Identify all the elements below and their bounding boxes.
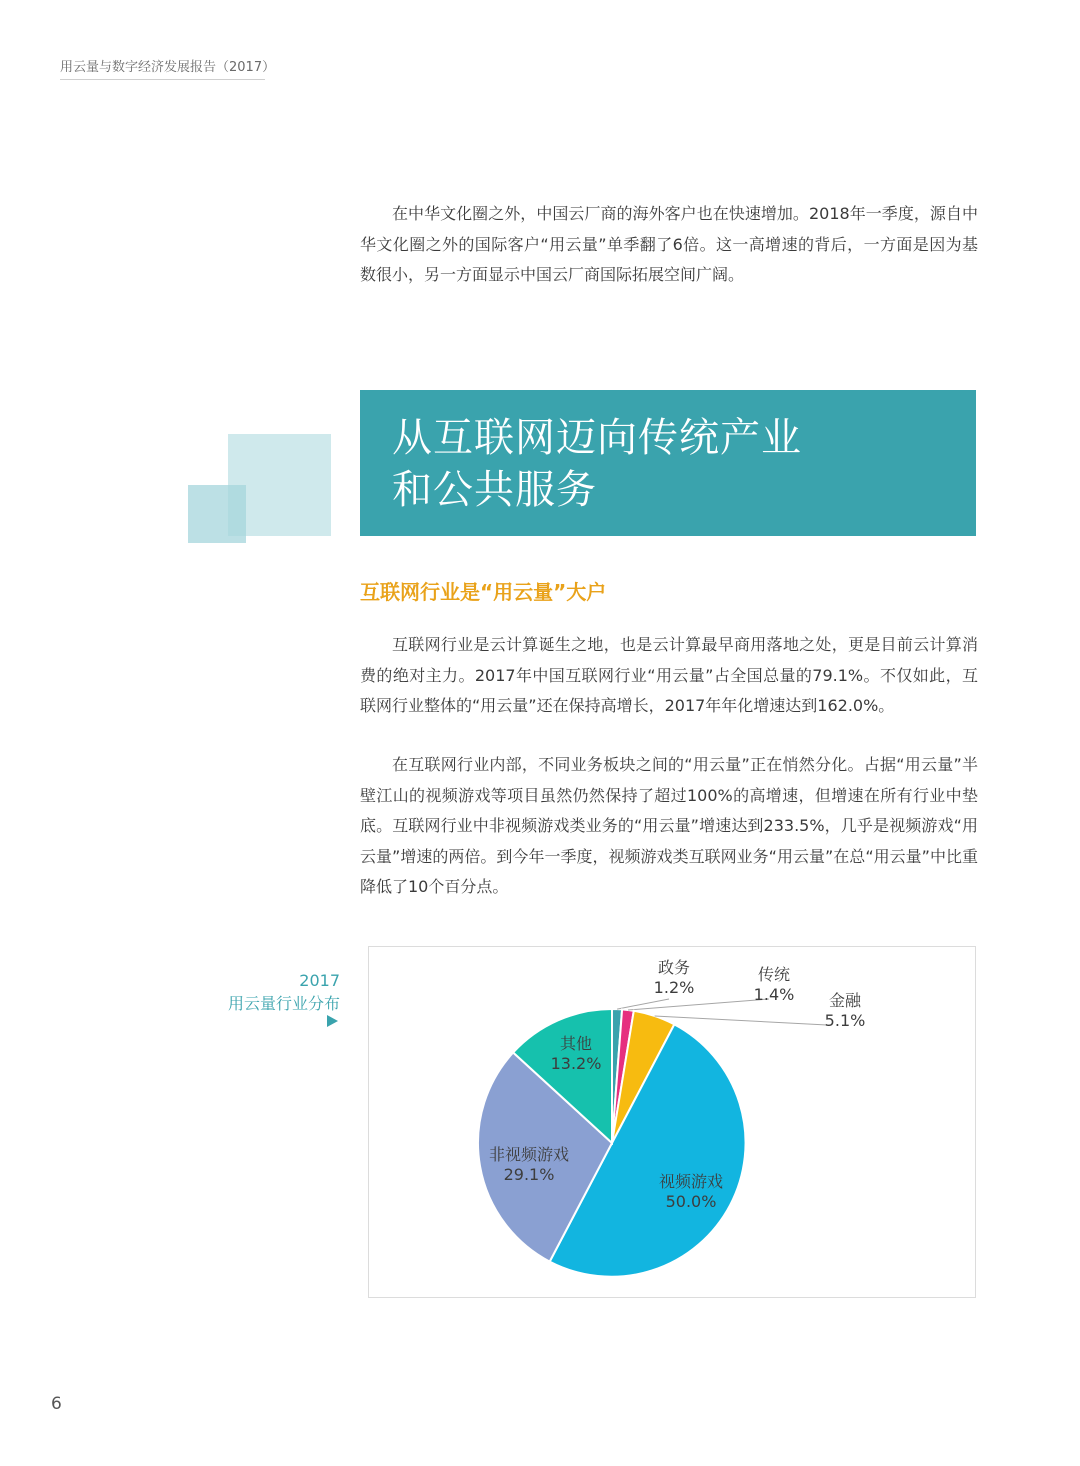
page-number: 6 <box>51 1394 62 1414</box>
slice-gov-value: 1.2% <box>653 978 695 997</box>
running-header-rule <box>60 79 265 80</box>
section-title-banner <box>360 390 976 536</box>
section-title-line-2: 和公共服务 <box>392 467 597 513</box>
decorative-square-small <box>188 485 246 543</box>
chart-caption-title: 用云量行业分布 <box>227 994 340 1013</box>
slice-video-game-value: 50.0% <box>665 1192 717 1211</box>
slice-finance-leader-line <box>655 1016 827 1025</box>
slice-traditional-leader-line <box>628 999 769 1010</box>
intro-paragraph: 在中华文化圈之外，中国云厂商的海外客户也在快速增加。2018年一季度，源自中华文化圈之外的国际客户“用云量”单季翻了6倍。这一高增速的背后，一方面是因为基数很小，另一方面显示中国云厂商国际拓展空间广阔。 <box>360 204 978 284</box>
slice-video-game-label: 视频游戏 <box>658 1172 724 1191</box>
subsection-heading: 互联网行业是“用云量”大户 <box>360 580 607 604</box>
slice-other-value: 13.2% <box>550 1054 602 1073</box>
section-title-line-1: 从互联网迈向传统产业 <box>392 415 802 461</box>
slice-finance-label: 金融 <box>828 991 862 1010</box>
slice-other-label: 其他 <box>559 1034 593 1053</box>
running-header: 用云量与数字经济发展报告（2017） <box>60 60 276 75</box>
pie-chart-frame <box>368 946 976 1298</box>
slice-traditional-label: 传统 <box>757 965 791 984</box>
slice-non-video-game-value: 29.1% <box>503 1165 555 1184</box>
slice-traditional-value: 1.4% <box>753 985 795 1004</box>
caption-arrow-icon <box>327 1015 338 1027</box>
chart-caption-year: 2017 <box>299 971 340 990</box>
slice-finance-value: 5.1% <box>824 1011 866 1030</box>
pie-chart <box>369 947 975 1297</box>
slice-gov-label: 政务 <box>657 958 691 977</box>
paragraph-1: 互联网行业是云计算诞生之地，也是云计算最早商用落地之处，更是目前云计算消费的绝对主力。2017年中国互联网行业“用云量”占全国总量的79.1%。不仅如此，互联网行业整体的“用云量”还在保持高增长，2017年年化增速达到162.0%。 <box>360 635 978 715</box>
paragraph-2: 在互联网行业内部，不同业务板块之间的“用云量”正在悄然分化。占据“用云量”半壁江山的视频游戏等项目虽然仍然保持了超过100%的高增速，但增速在所有行业中垫底。互联网行业中非视频游戏类业务的“用云量”增速达到233.5%，几乎是视频游戏“用云量”增速的两倍。到今年一季度，视频游戏类互联网业务“用云量”在总“用云量”中比重降低了10个百分点。 <box>360 755 978 896</box>
slice-non-video-game-label: 非视频游戏 <box>488 1145 570 1164</box>
